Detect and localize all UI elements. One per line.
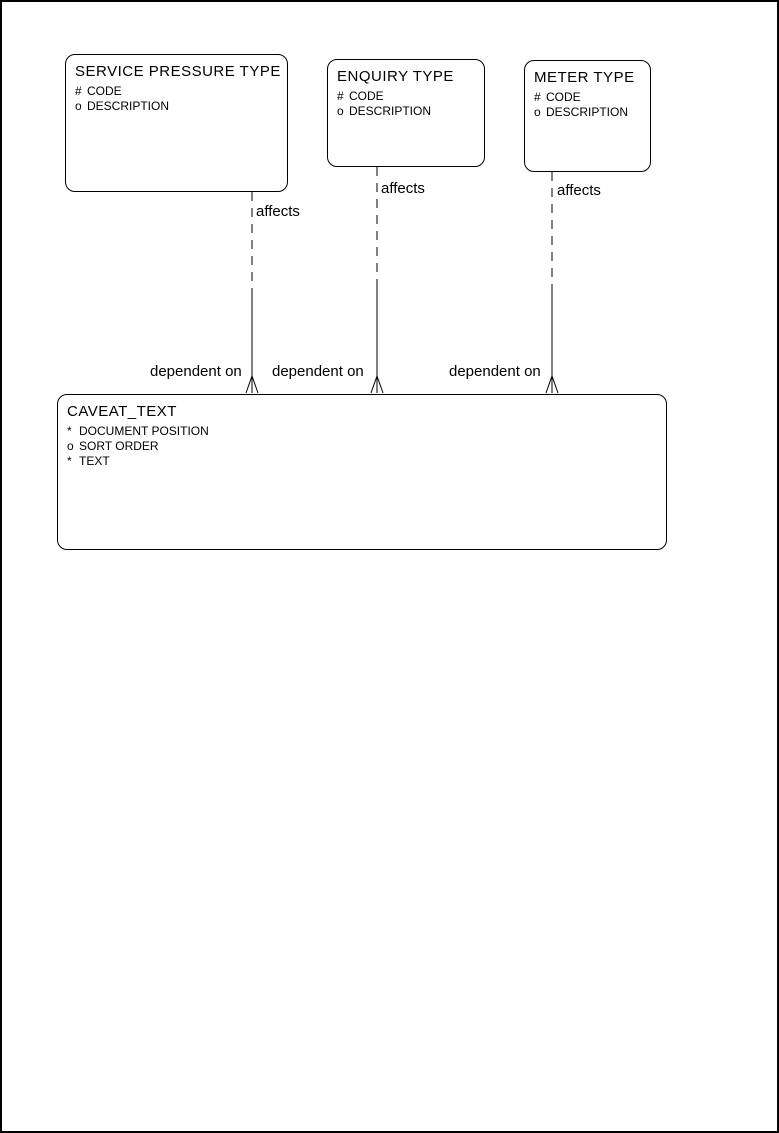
attribute-name: CODE (87, 84, 122, 98)
relationship-label-dependent-on-enquiry-type: dependent on (272, 363, 364, 380)
attribute-marker: * (67, 454, 72, 468)
relationship-label-dependent-on-service-pressure-type: dependent on (150, 363, 242, 380)
crow-foot-icon (546, 376, 558, 393)
attribute-marker: o (75, 99, 82, 113)
relationship-label-affects-service-pressure-type: affects (256, 203, 300, 220)
entity-meter-type (524, 60, 651, 172)
relationship-label-affects-enquiry-type: affects (381, 180, 425, 197)
crow-foot-icon (246, 376, 258, 393)
attribute-name: DESCRIPTION (546, 105, 629, 119)
relationship-line-service-pressure-type (246, 192, 258, 393)
attribute-name: DESCRIPTION (349, 104, 432, 118)
entity-title: CAVEAT_TEXT (67, 403, 177, 420)
relationship-line-meter-type (546, 172, 558, 393)
attribute-marker: # (534, 90, 541, 104)
entity-caveat-text (57, 394, 667, 550)
attribute-marker: o (337, 104, 344, 118)
relationship-label-affects-meter-type: affects (557, 182, 601, 199)
attribute-name: DESCRIPTION (87, 99, 170, 113)
entity-attribute (337, 104, 478, 119)
entity-attribute (67, 439, 660, 454)
crow-foot-icon (371, 376, 383, 393)
attribute-name: CODE (349, 89, 384, 103)
entity-attribute (75, 84, 281, 99)
entity-attribute (534, 90, 644, 105)
attribute-name: SORT ORDER (79, 439, 159, 453)
entity-service-pressure-type (65, 54, 288, 192)
relationship-line-enquiry-type (371, 167, 383, 393)
entity-title: METER TYPE (534, 69, 635, 86)
entity-attribute (75, 99, 281, 114)
relationship-label-dependent-on-meter-type: dependent on (449, 363, 541, 380)
attribute-name: TEXT (79, 454, 110, 468)
attribute-name: DOCUMENT POSITION (79, 424, 209, 438)
attribute-marker: o (534, 105, 541, 119)
attribute-marker: o (67, 439, 74, 453)
entity-attribute (67, 424, 660, 439)
attribute-name: CODE (546, 90, 581, 104)
attribute-marker: * (67, 424, 72, 438)
attribute-marker: # (337, 89, 344, 103)
entity-enquiry-type (327, 59, 485, 167)
attribute-marker: # (75, 84, 82, 98)
entity-attribute (337, 89, 478, 104)
entity-attribute (67, 454, 660, 469)
entity-attribute (534, 105, 644, 120)
entity-title: ENQUIRY TYPE (337, 68, 454, 85)
entity-title: SERVICE PRESSURE TYPE (75, 63, 281, 80)
